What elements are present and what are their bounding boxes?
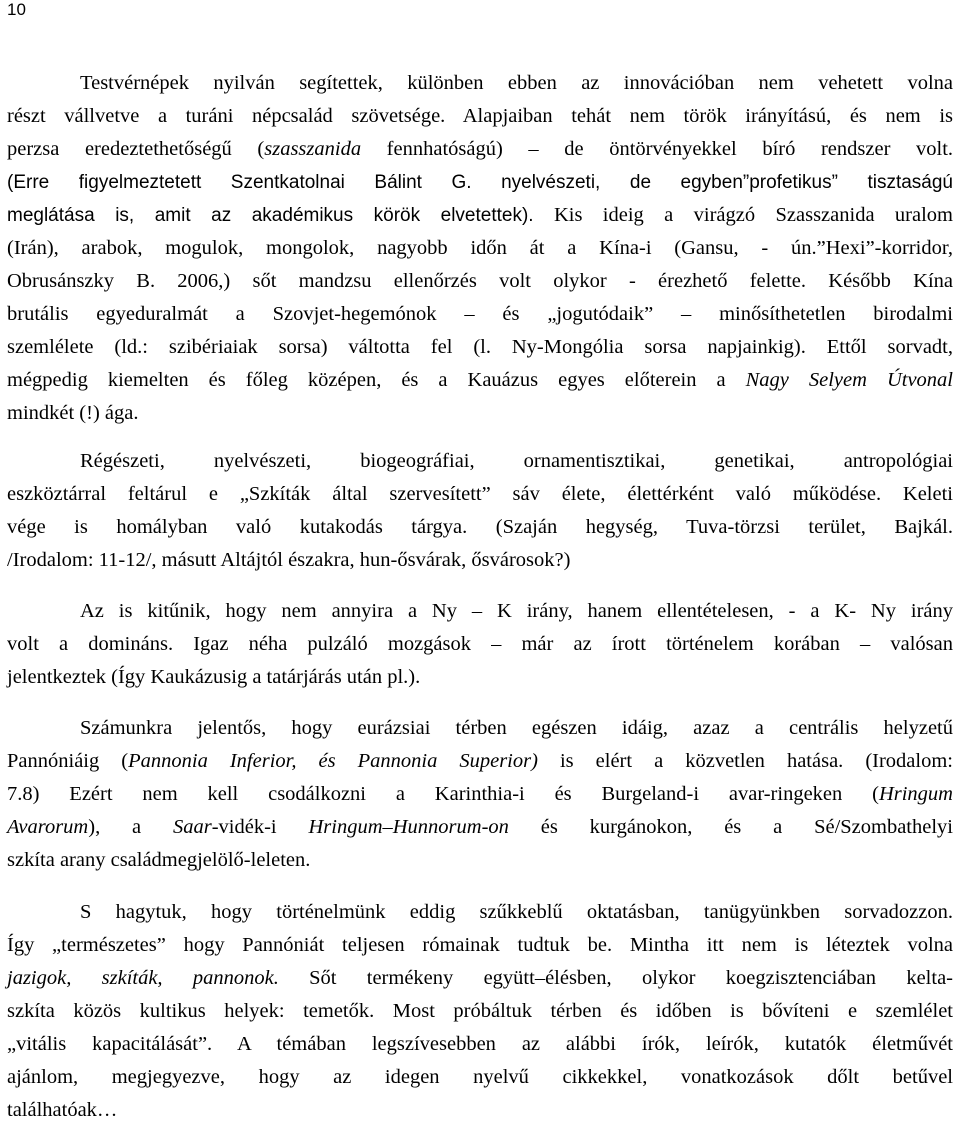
text-line: Obrusánszky B. 2006,) sőt mandzsu ellenőrzés volt olykor - érezhető felette. Később Kína <box>7 270 953 292</box>
italic-text: Hringum <box>878 783 953 805</box>
italic-text: Avarorum <box>7 816 89 838</box>
text-line: meglátása is, amit az akadémikus körök elvetettek). Kis ideig a virágzó Szasszanida uralom <box>7 204 953 226</box>
text-line: Testvérnépek nyilván segítettek, különben ebben az innovációban nem vehetett volna <box>80 72 953 94</box>
text-line: jelentkeztek (Így Kaukázusig a tatárjárás után pl.). <box>7 666 421 688</box>
italic-text: szasszanida <box>264 138 362 160</box>
text-line: ajánlom, megjegyezve, hogy az idegen nyelvű cikkekkel, vonatkozások dőlt betűvel <box>7 1066 953 1088</box>
text-line: részt vállvetve a turáni népcsalád szövetsége. Alapjaiban tehát nem török irányítású, és nem is <box>7 105 953 127</box>
paragraph-3 <box>7 595 953 694</box>
italic-text: jazigok, szkíták, pannonok. <box>7 967 279 989</box>
text-line: Így „természetes” hogy Pannóniát teljesen rómainak tudtuk be. Mintha itt nem is léteztek volna <box>7 934 953 956</box>
text-line: szkíta arany családmegjelölő-leleten. <box>7 849 311 871</box>
text-line: Az is kitűnik, hogy nem annyira a Ny – K irány, hanem ellentételesen, - a K- Ny irány <box>80 600 953 622</box>
text-line: Régészeti, nyelvészeti, biogeográfiai, ornamentisztikai, genetikai, antropológiai <box>80 450 953 472</box>
text-line: Pannóniáig (Pannonia Inferior, és Pannonia Superior) is elért a közvetlen hatása. (Irodalom: <box>7 750 953 772</box>
text-line: Számunkra jelentős, hogy eurázsiai térben egészen idáig, azaz a centrális helyzetű <box>80 717 953 739</box>
text-line: szkíta közös kultikus helyek: temetők. Most próbáltuk térben és időben is bővíteni e szemlélet <box>7 1000 953 1022</box>
italic-text: Pannonia Inferior, és Pannonia Superior) <box>128 750 538 772</box>
text-line: brutális egyeduralmát a Szovjet-hegemónok – és „jogutódaik” – minősíthetetlen birodalmi <box>7 303 953 325</box>
text-line: 7.8) Ezért nem kell csodálkozni a Karinthia-i és Burgeland-i avar-ringeken (Hringum <box>7 783 953 805</box>
italic-text: Hringum–Hunnorum-on <box>308 816 509 838</box>
text-line: mindkét (!) ága. <box>7 402 139 424</box>
text-line: „vitális kapacitálását”. A témában legszívesebben az alábbi írók, leírók, kutatók életművét <box>7 1033 953 1055</box>
text-line: vége is homályban való kutakodás tárgya. (Szaján hegység, Tuva-törzsi terület, Bajkál. <box>7 516 953 538</box>
sans-text: (Erre figyelmeztetett Szentkatolnai Bálint G. nyelvészeti, de egyben”profetikus” tisztaságú <box>7 172 953 193</box>
italic-text: Nagy Selyem Útvonal <box>745 369 953 391</box>
paragraph-2 <box>7 445 953 577</box>
text-line: szemlélete (ld.: szibériaiak sorsa) váltotta fel (l. Ny-Mongólia sorsa napjainkig). Ettől sorvadt, <box>7 336 953 358</box>
text-line: /Irodalom: 11-12/, másutt Altájtól északra, hun-ősvárak, ősvárosok?) <box>7 549 571 571</box>
text-line: jazigok, szkíták, pannonok. Sőt termékeny együtt–élésben, olykor koegzisztenciában kelta- <box>7 967 953 989</box>
paragraph-5 <box>7 896 953 1127</box>
text-line: mégpedig kiemelten és főleg középen, és a Kauázus egyes előterein a Nagy Selyem Útvonal <box>7 369 953 391</box>
text-line: volt a domináns. Igaz néha pulzáló mozgások – már az írott történelem korában – valósan <box>7 633 953 655</box>
italic-text: Saar <box>172 816 212 838</box>
text-line: (Irán), arabok, mogulok, mongolok, nagyobb időn át a Kína-i (Gansu, - ún.”Hexi”-korridor, <box>7 237 953 259</box>
text-line: Avarorum), a Saar-vidék-i Hringum–Hunnorum-on és kurgánokon, és a Sé/Szombathelyi <box>7 816 953 838</box>
text-line: találhatóak… <box>7 1099 118 1121</box>
paragraph-1 <box>7 67 953 430</box>
page-number: 10 <box>7 0 26 19</box>
text-line: S hagytuk, hogy történelmünk eddig szűkkeblű oktatásban, tanügyünkben sorvadozzon. <box>80 901 953 923</box>
text-line: perzsa eredeztethetőségű (szasszanida fennhatóságú) – de öntörvényekkel bíró rendszer volt. <box>7 138 954 160</box>
sans-text: meglátása is, amit az akadémikus körök elvetettek). <box>7 205 534 226</box>
text-line <box>7 166 953 199</box>
paragraph-4 <box>7 712 953 877</box>
text-line: eszköztárral feltárul e „Szkíták által szervesített” sáv élete, élettérként való működése. Keleti <box>7 483 953 505</box>
